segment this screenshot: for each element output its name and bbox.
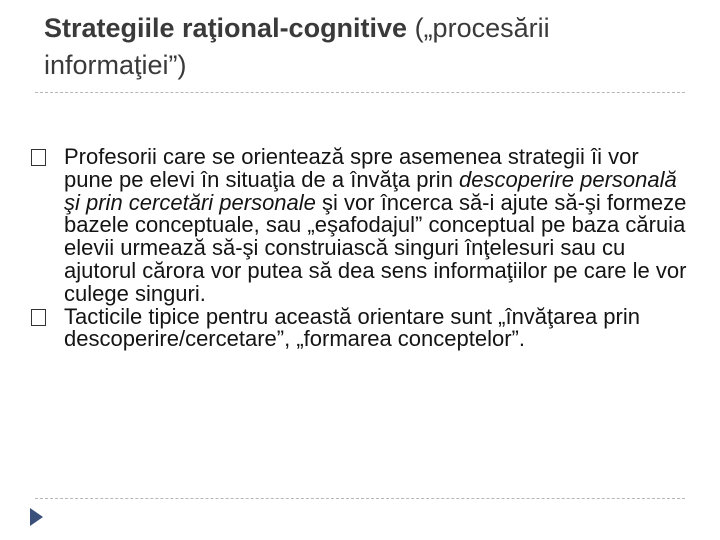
bullet-1-text-b: şi vor încerca să-i ajute să-şi formeze bazele conceptuale, sau „eşafodajul” conceptual pe baza căruia elevii urmează să-şi construiască singuri înţelesuri sau cu ajutorul cărora vor putea să dea sens informaţiilor pe care le vor culege singuri. [64, 189, 687, 306]
play-triangle-icon[interactable] [30, 508, 43, 526]
slide-title-bold: Strategiile raţional-cognitive [44, 13, 408, 43]
bullet-1-text-a: Profesorii care se orientează spre asemenea strategii îi vor pune pe elevi în situaţia de a învăţa prin [64, 144, 639, 192]
top-dashed-divider [35, 92, 685, 93]
hollow-square-bullet-icon [31, 309, 46, 326]
bullet-1-text-italic: descoperire personală şi prin cercetări personale [64, 166, 677, 215]
slide-body [30, 146, 690, 351]
slide-title-rest: („procesării informaţiei”) [44, 13, 550, 80]
bottom-dashed-divider [35, 498, 685, 499]
hollow-square-bullet-icon [31, 149, 46, 166]
bullet-item-2 [30, 303, 690, 352]
bullet-item-1 [30, 146, 690, 306]
bullet-2-text: Tacticile tipice pentru această orientare sunt „învăţarea prin descoperire/cercetare”, „formarea conceptelor”. [64, 303, 640, 352]
slide-title [44, 10, 684, 84]
